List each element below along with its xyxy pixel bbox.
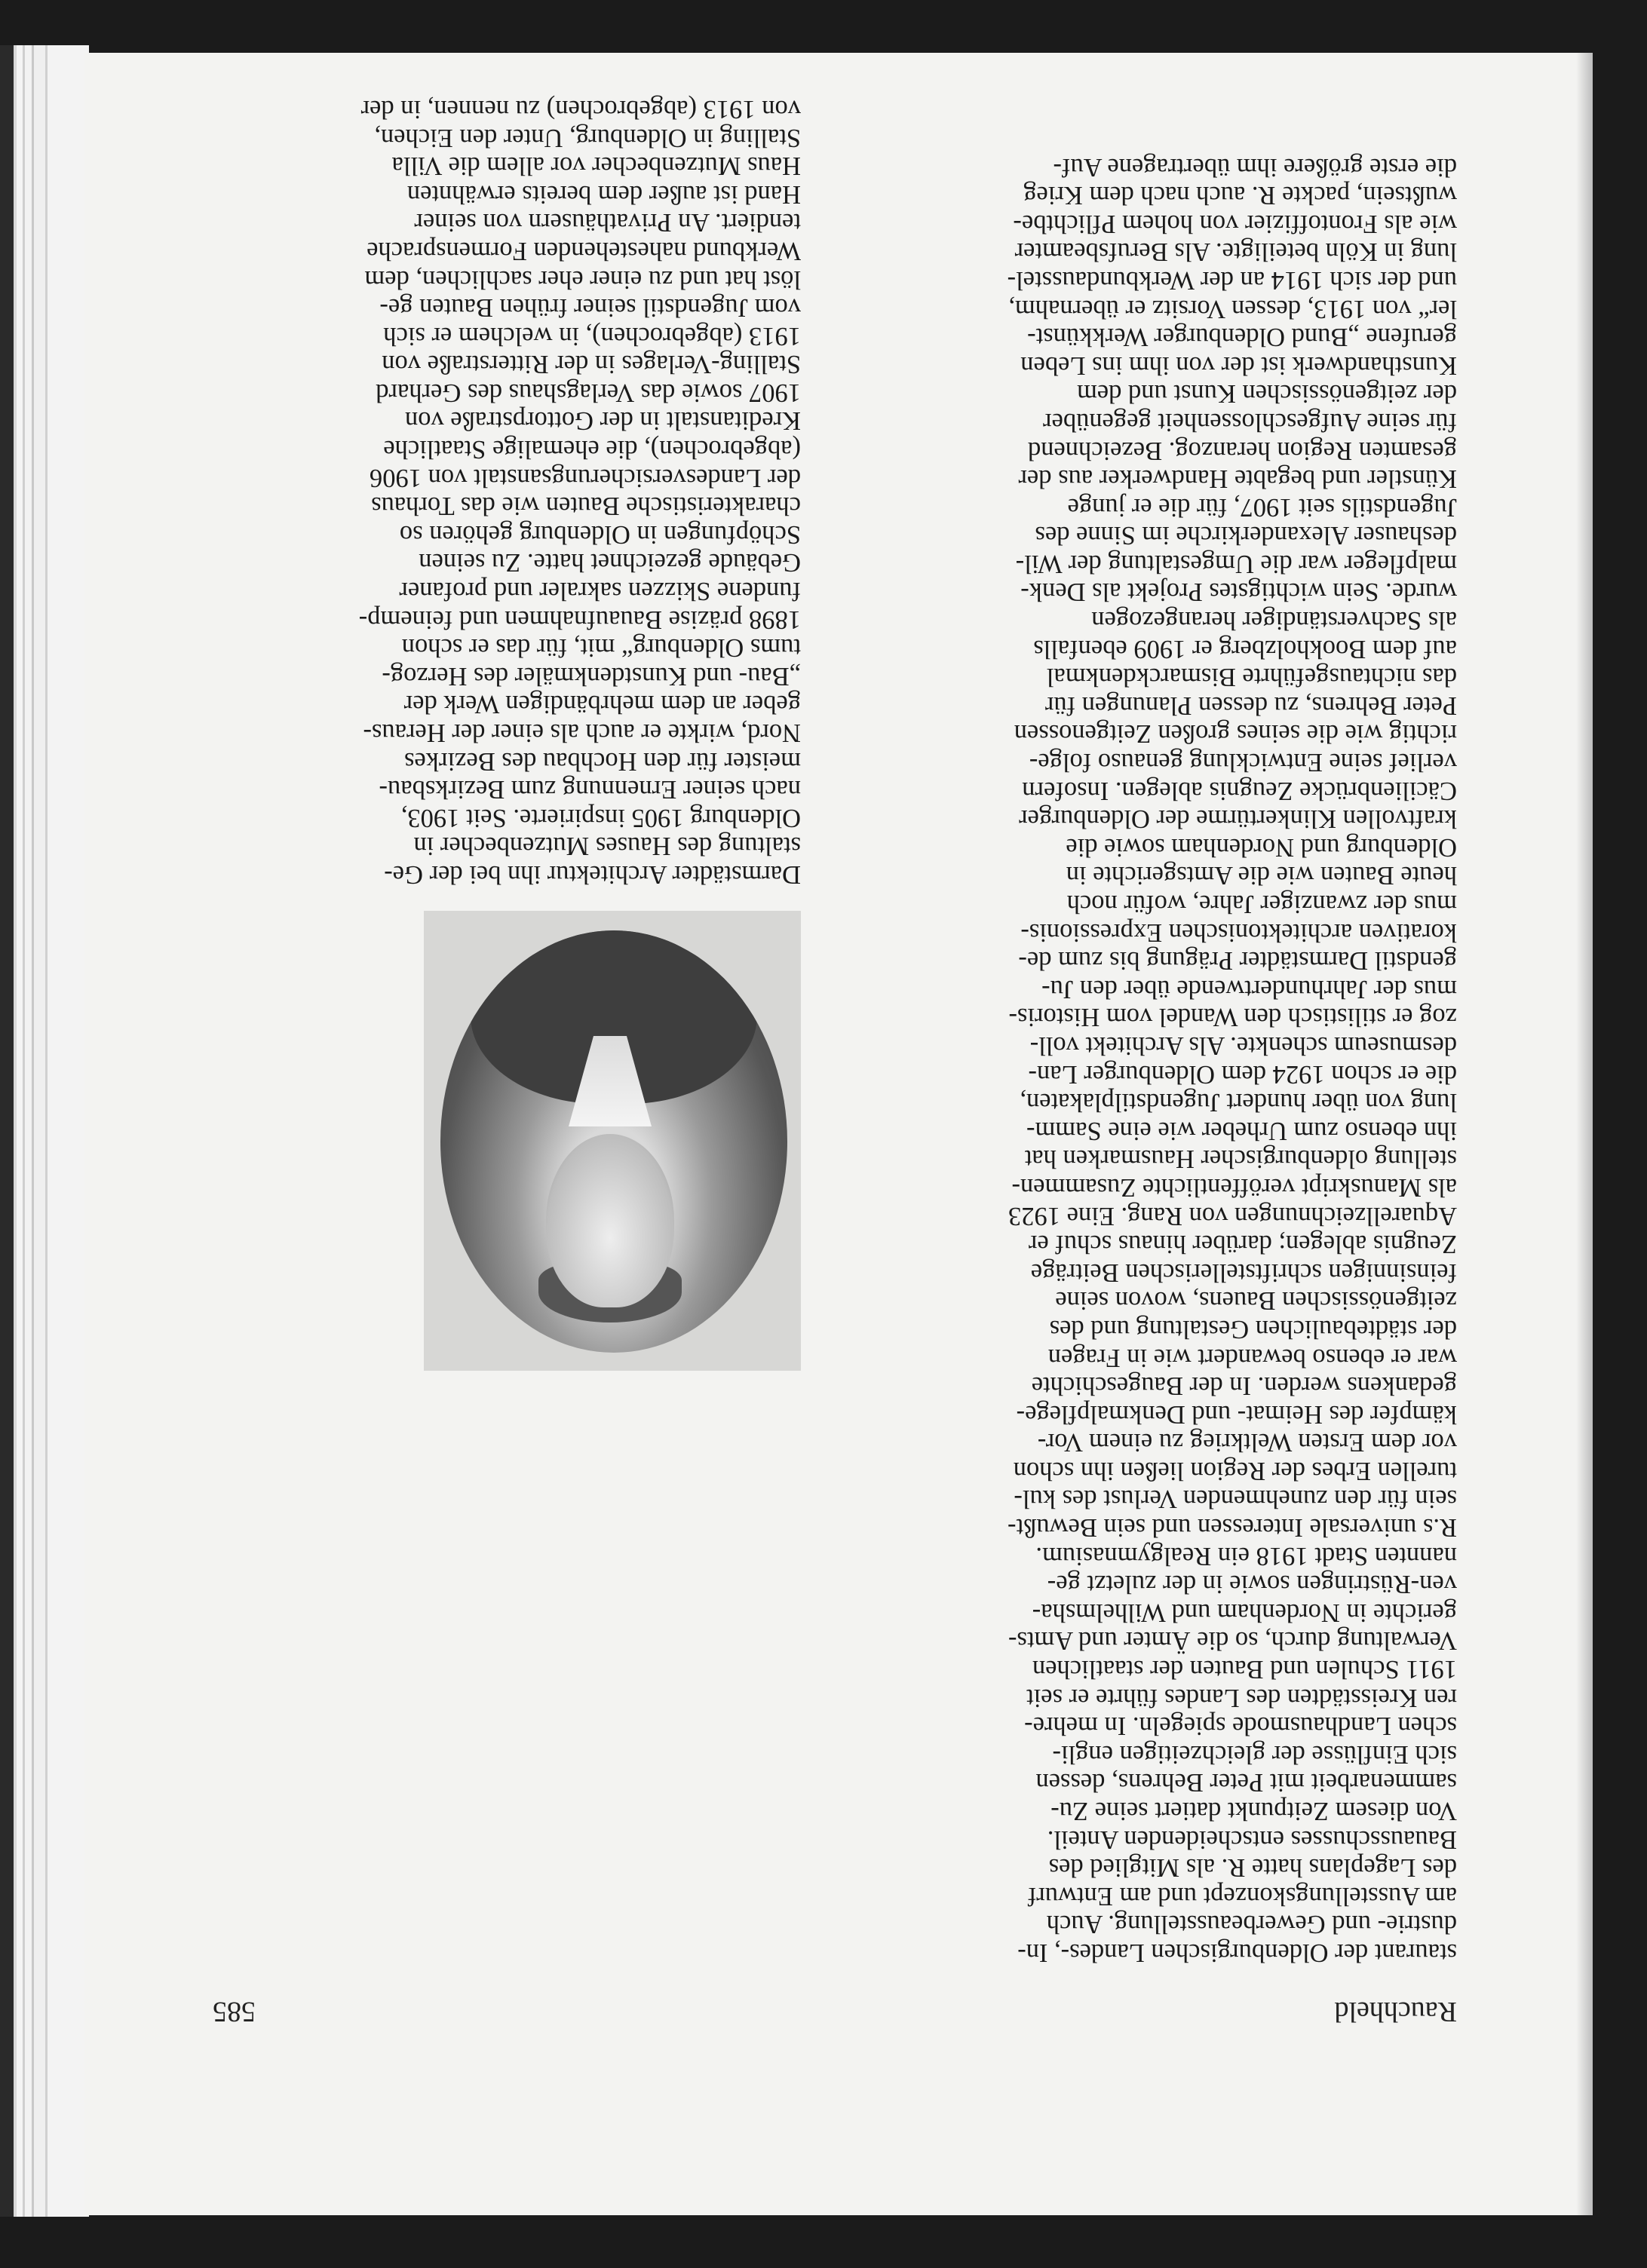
running-title: Rauchheld (1334, 1996, 1457, 2027)
portrait-oval-frame (440, 930, 787, 1353)
portrait-face (546, 1134, 674, 1307)
text-column-left (869, 152, 1457, 1966)
book-page-edges (0, 45, 89, 2217)
column-text: staurant der Oldenburgischen Landes-, In- dustrie- und Gewerbeausstellung. Auch am Ausstellungskonzept und am Entwurf des Lageplans hatte R. als Mitglied des Bauausschusses entscheidenden Anteil. Von diesem Zeitpunkt datiert seine Zu- sammenarbeit mit Peter Behrens, dessen sich Einflüsse der gleichzeitigen engli- schen Landhausmode spiegeln. In mehre- ren Kreisstädten des Landes führte er seit 1911 Schulen und Bauten der staatlichen Verwaltung durch, so die Ämter und Amts- gerichte in Nordenham und Wilhelmsha- ven-Rüstringen sowie in der zuletzt ge- nannten Stadt 1918 ein Realgymnasium. R.s universale Interessen und sein Bewußt- sein für den zunehmenden Verlust des kul- turellen Erbes der Region ließen ihn schon vor dem Ersten Weltkrieg zu einem Vor- kämpfer des Heimat- und Denkmalpflege- gedankens werden. In der Baugeschichte war er ebenso bewandert wie in Fragen der städtebaulichen Gestaltung und des zeitgenössischen Bauens, wovon seine feinsinnigen schriftstellerischen Beiträge Zeugnis ablegen; darüber hinaus schuf er Aquarellzeichnungen von Rang. Eine 1923 als Manuskript veröffentlichte Zusammen- stellung oldenburgischer Hausmarken hat ihn ebenso zum Urheber wie eine Samm- lung von über hundert Jugendstilplakaten, die er schon 1924 dem Oldenburger Lan- desmuseum schenkte. Als Architekt voll- zog er stilistisch den Wandel vom Historis- mus der Jahrhundertwende über den Ju- gendstil Darmstädter Prägung bis zum de- korativen architektonischen Expressionis- mus der zwanziger Jahre, wofür noch heute Bauten wie die Amtsgerichte in Oldenburg und Nordenham sowie die kraftvollen Klinkertürme der Oldenburger Cäcilienbrücke Zeugnis ablegen. Insofern verlief seine Entwicklung genauso folge- richtig wie die seines großen Zeitgenossen Peter Behrens, zu dessen Planungen für das nichtausgeführte Bismarckdenkmal auf dem Bookholzberg er 1909 ebenfalls als Sachverständiger herangezogen wurde. Sein wichtigstes Projekt als Denk- malpfleger war die Umgestaltung der Wil- deshauser Alexanderkirche im Sinne des Jugendstils seit 1907, für die er junge Künstler und begabte Handwerker aus der gesamten Region heranzog. Bezeichnend für seine Aufgeschlossenheit gegenüber der zeitgenössischen Kunst und dem Kunsthandwerk ist der von ihm ins Leben gerufene „Bund Oldenburger Werkkünst- ler“ von 1913, dessen Vorsitz er übernahm, und der sich 1914 an der Werkbundausstel- lung in Köln beteiligte. Als Berufsbeamter wie als Frontoffizier von hohem Pflichtbe- wußtsein, packte R. auch nach dem Krieg die erste größere ihm übertragene Auf- (1007, 152, 1457, 1967)
portrait-photo (424, 911, 801, 1371)
running-header (213, 1983, 1457, 2028)
page-number: 585 (213, 1996, 256, 2027)
rotated-page-content (84, 53, 1593, 2215)
book-page (84, 53, 1593, 2215)
text-column-right (213, 94, 801, 888)
column-text: Darmstädter Architektur ihn bei der Ge- staltung des Hauses Mutzenbecher in Oldenburg 1905 inspirierte. Seit 1903, nach seiner Ernennung zum Bezirksbau- meister für den Hochbau des Bezirkes Nord, wirkte er auch als einer der Heraus- geber an dem mehrbändigen Werk der „Bau- und Kunstdenkmäler des Herzog- tums Oldenburg“ mit, für das er schon 1898 präzise Bauaufnahmen und feinemp- fundene Skizzen sakraler und profaner Gebäude gezeichnet hatte. Zu seinen Schöpfungen in Oldenburg gehören so charakteristische Bauten wie das Torhaus der Landesversicherungsanstalt von 1906 (abgebrochen), die ehemalige Staatliche Kreditanstalt in der Gottorpstraße von 1907 sowie das Verlagshaus des Gerhard Stalling-Verlages in der Ritterstraße von 1913 (abgebrochen), in welchem er sich vom Jugendstil seiner frühen Bauten ge- löst hat und zu einer eher sachlichen, dem Werkbund nahestehenden Formensprache tendiert. An Privathäusern von seiner Hand ist außer dem bereits erwähnten Haus Mutzenbecher vor allem die Villa Stalling in Oldenburg, Unter den Eichen, von 1913 (abgebrochen) zu nennen, in der (358, 94, 801, 889)
